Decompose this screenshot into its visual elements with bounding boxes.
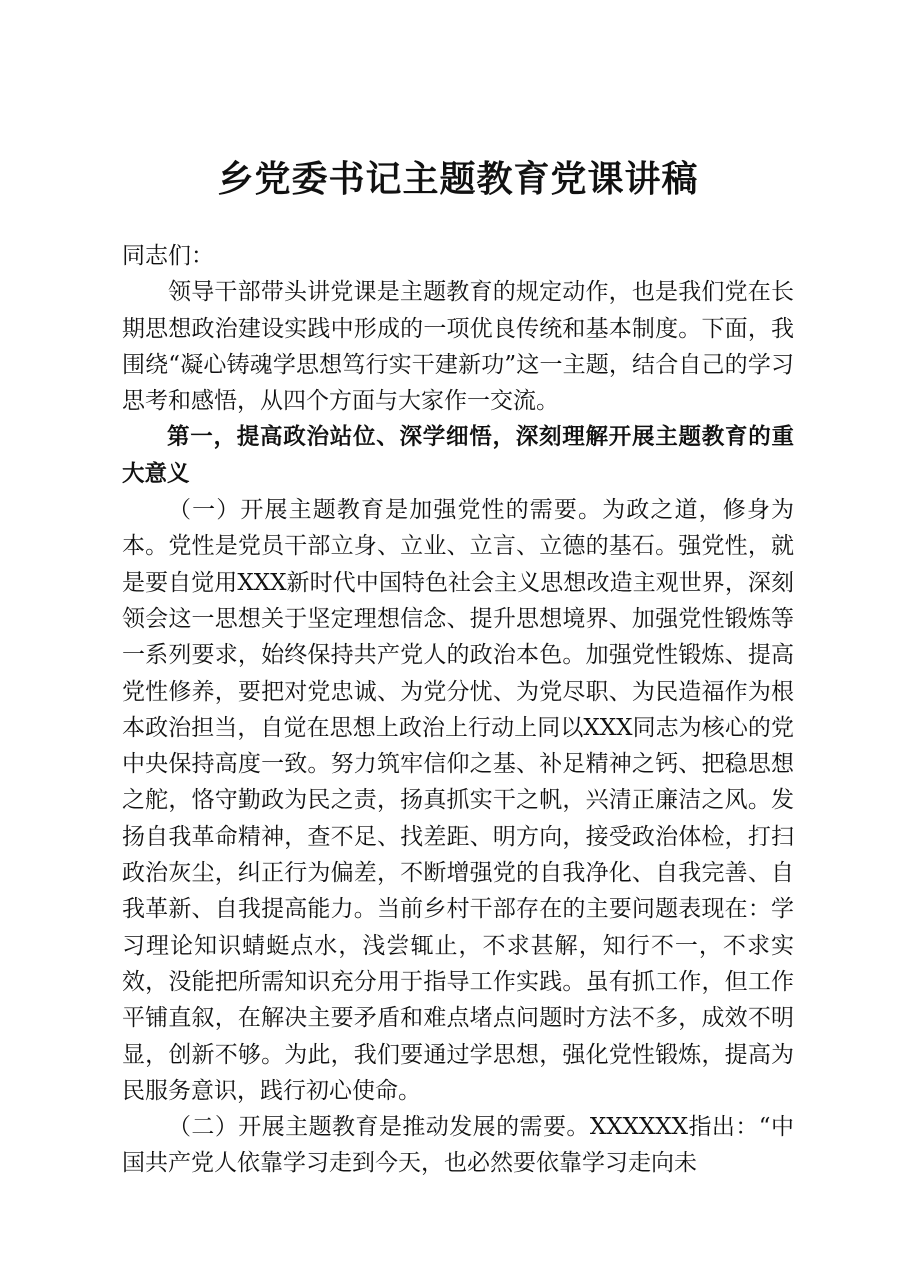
section1-paragraph-2: （二）开展主题教育是推动发展的需要。XXXXXX指出：“中国共产党人依靠学习走到今天，也必然要依靠学习走向未 [122, 1114, 794, 1177]
section1-paragraph-1: （一）开展主题教育是加强党性的需要。为政之道，修身为本。党性是党员干部立身、立业、立言、立德的基石。强党性，就是要自觉用XXX新时代中国特色社会主义思想改造主观世界，深刻领会这一思想关于坚定理想信念、提升思想境界、加强党性锻炼等一系列要求，始终保持共产党人的政治本色。加强党性锻炼、提高党性修养，要把对党忠诚、为党分忧、为党尽职、为民造福作为根本政治担当，自觉在思想上政治上行动上同以XXX同志为核心的党中央保持高度一致。努力筑牢信仰之基、补足精神之钙、把稳思想之舵，恪守勤政为民之责，扬真抓实干之帆，兴清正廉洁之风。发扬自我革命精神，查不足、找差距、明方向，接受政治体检，打扫政治灰尘，纠正行为偏差，不断增强党的自我净化、自我完善、自我革新、自我提高能力。当前乡村干部存在的主要问题表现在：学习理论知识蜻蜓点水，浅尝辄止，不求甚解，知行不一，不求实效，没能把所需知识充分用于指导工作实践。虽有抓工作，但工作平铺直叙，在解决主要矛盾和难点堵点问题时方法不多，成效不明显，创新不够。为此，我们要通过学思想，强化党性锻炼，提高为民服务意识，践行初心使命。 [122, 497, 794, 1104]
intro-paragraph: 领导干部带头讲党课是主题教育的规定动作，也是我们党在长期思想政治建设实践中形成的一项优良传统和基本制度。下面，我围绕“凝心铸魂学思想笃行实干建新功”这一主题，结合自己的学习思考和感悟，从四个方面与大家作一交流。 [122, 279, 794, 415]
salutation: 同志们： [122, 243, 214, 269]
document-page [122, 150, 794, 1182]
document-title: 乡党委书记主题教育党课讲稿 [217, 158, 699, 200]
section-heading-1: 第一，提高政治站位、深学细悟，深刻理解开展主题教育的重大意义 [122, 424, 794, 487]
